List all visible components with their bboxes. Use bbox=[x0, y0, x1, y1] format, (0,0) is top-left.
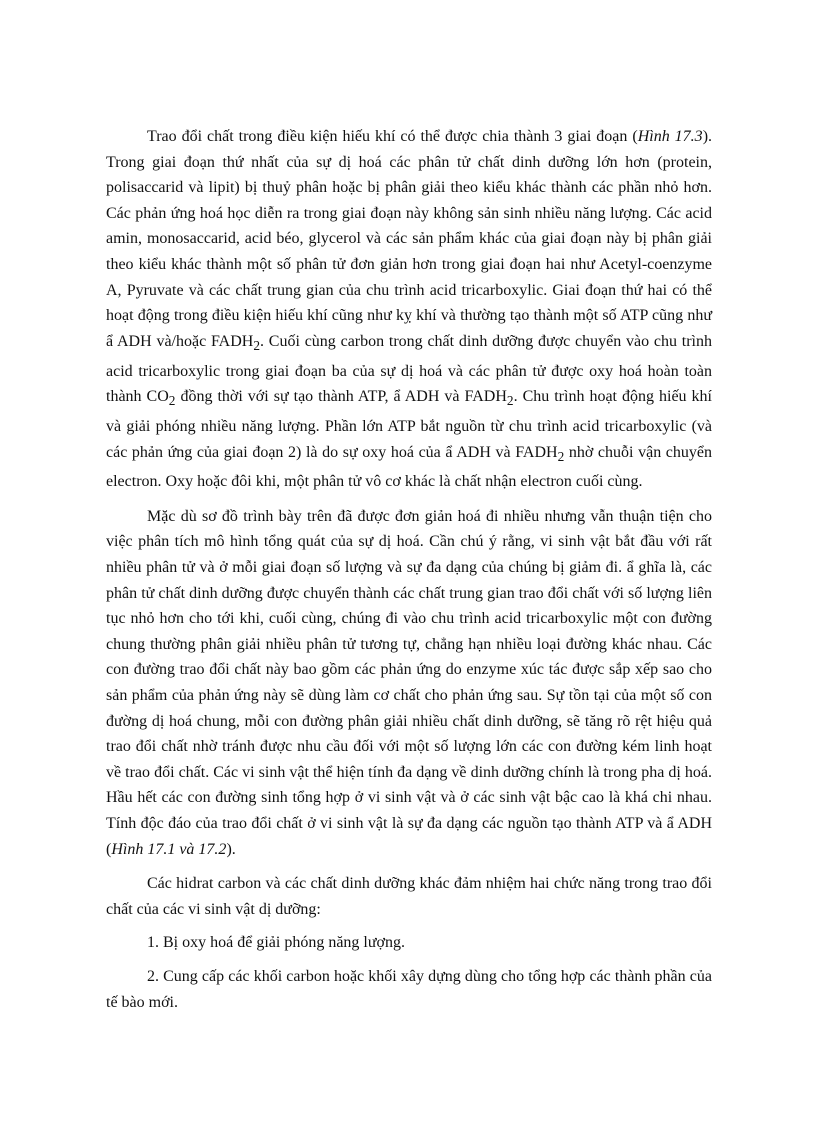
text-run: nhờ chuỗi vận chuyển electron. Oxy hoặc đôi khi, một phân tử vô cơ khác là chất nhận electron cuối cùng. bbox=[106, 443, 713, 491]
paragraph-catabolism-model bbox=[106, 504, 712, 862]
text-run: Mặc dù sơ đồ trình bày trên đã được đơn giản hoá đi nhiều nhưng vẫn thuận tiện cho việc phân tích mô hình tổng quát của sự dị hoá. Cần chú ý rằng, vi sinh vật bắt đầu với rất nhiều phân tử và ở mỗi giai đoạn số lượng và sự đa dạng của chúng bị giảm đi. ẩ ghĩa là, các phân tử chất dinh dưỡng được chuyển thành các chất trung gian trao đổi chất với số lượng liên tục nhỏ hơn cho tới khi, cuối cùng, chúng đi vào chu trình acid tricarboxylic một con đường chung thường phân giải nhiều phân tử tương tự, chẳng hạn nhiều loại đường khác nhau. Các con đường trao đổi chất này bao gồm các phản ứng do enzyme xúc tác được sắp xếp sao cho sản phẩm của phản ứng này sẽ dùng làm cơ chất cho phản ứng sau. Sự tồn tại của một số con đường dị hoá chung, mỗi con đường phân giải nhiều chất dinh dưỡng, sẽ tăng rõ rệt hiệu quả trao đổi chất nhờ tránh được nhu cầu đối với một số lượng lớn các con đường kém linh hoạt về trao đổi chất. Các vi sinh vật thể hiện tính đa dạng về dinh dưỡng chính là trong pha dị hoá. Hầu hết các con đường sinh tổng hợp ở vi sinh vật và ở các sinh vật bậc cao là khá chi nhau. Tính độc đáo của trao đổi chất ở vi sinh vật là sự đa dạng các nguồn tạo thành ATP và ẩ ADH ( bbox=[106, 507, 712, 858]
subscript: 2 bbox=[253, 337, 261, 353]
text-run: . Chu trình hoạt động hiếu khí và giải phóng nhiều năng lượng. Phần lớn ATP bắt nguồn từ chu trình acid tricarboxylic (và các phản ứng của giai đoạn 2) là do sự oxy hoá của ẩ ADH và FADH bbox=[106, 388, 713, 461]
text-run: Trao đổi chất trong điều kiện hiếu khí có thể được chia thành 3 giai đoạn ( bbox=[147, 128, 638, 145]
subscript: 2 bbox=[168, 393, 176, 409]
text-run: ). bbox=[226, 840, 236, 858]
figure-reference: Hình 17.3 bbox=[637, 128, 703, 145]
list-item-oxidation bbox=[106, 930, 712, 956]
subscript: 2 bbox=[506, 393, 514, 409]
list-item-carbon-supply bbox=[106, 964, 712, 1015]
paragraph-metabolism-stages bbox=[106, 124, 712, 495]
document-body bbox=[106, 124, 712, 1015]
text-run: 2. Cung cấp các khối carbon hoặc khối xây dựng dùng cho tổng hợp các thành phần của tế bào mới. bbox=[106, 967, 712, 1011]
text-run: ). Trong giai đoạn thứ nhất của sự dị hoá các phân tử chất dinh dưỡng lớn hơn (protein, polisaccarid và lipit) bị thuỷ phân hoặc bị phân giải theo kiểu khác thành các phần nhỏ hơn. Các phản ứng hoá học diễn ra trong giai đoạn này không sản sinh nhiều năng lượng. Các acid amin, monosaccarid, acid béo, glycerol và các sản phẩm khác của giai đoạn này bị phân giải theo kiểu khác thành một số phân tử đơn giản hơn trong giai đoạn hai như Acetyl-coenzyme A, Pyruvate và các chất trung gian của chu trình acid tricarboxylic. Giai đoạn thứ hai có thể hoạt động trong điều kiện hiếu khí cũng như kỵ khí và thường tạo thành một số ATP cũng như ẩ ADH và/hoặc FADH bbox=[106, 128, 713, 350]
subscript: 2 bbox=[557, 448, 565, 464]
text-run: . Cuối cùng carbon trong chất dinh dưỡng được chuyển vào chu trình acid tricarboxylic trong giai đoạn ba của sự dị hoá và các phân tử được oxy hoá hoàn toàn thành CO bbox=[106, 332, 713, 406]
text-run: đồng thời với sự tạo thành ATP, ẩ ADH và FADH bbox=[175, 388, 507, 406]
paragraph-nutrient-functions bbox=[106, 871, 712, 922]
text-run: 1. Bị oxy hoá để giải phóng năng lượng. bbox=[147, 934, 405, 952]
text-run: Các hidrat carbon và các chất dinh dưỡng khác đảm nhiệm hai chức năng trong trao đổi chất của các vi sinh vật dị dưỡng: bbox=[106, 875, 712, 918]
figure-reference: Hình 17.1 và 17.2 bbox=[111, 840, 227, 858]
